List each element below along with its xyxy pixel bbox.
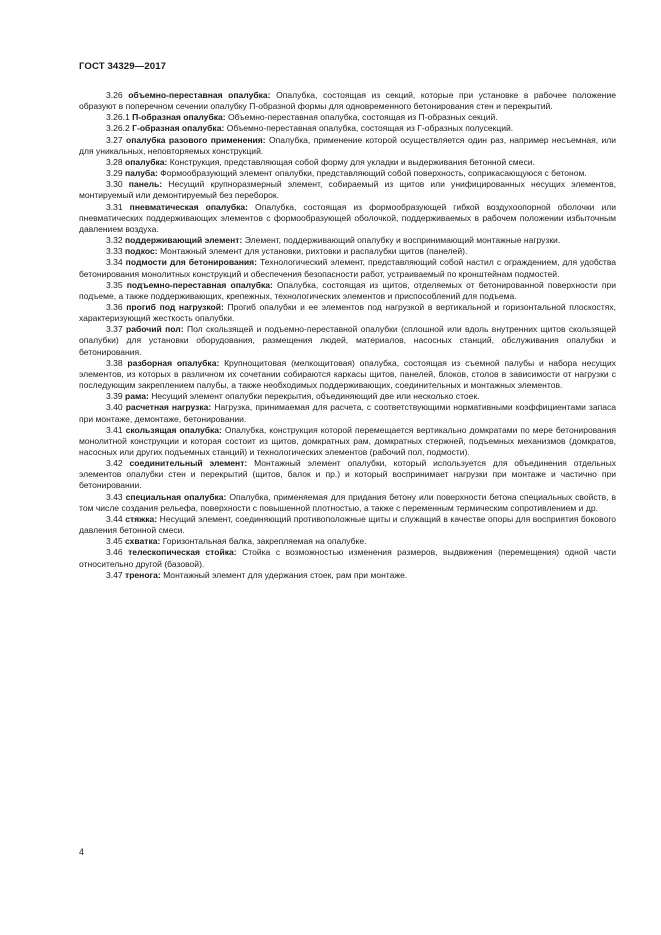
- item-number: 3.34: [106, 257, 123, 268]
- item-definition: Монтажный элемент для удержания стоек, рам при монтаже.: [163, 569, 408, 580]
- item-term: пневматическая опалубка:: [129, 201, 249, 212]
- item-definition: Нагрузка, принимаемая для расчета, с соответствующими нормативными коэффициентами запаса при монтаже, демонтаже, бетонировании.: [79, 402, 616, 424]
- definition-item: [79, 179, 616, 201]
- definition-item: [79, 135, 616, 157]
- item-definition: Опалубка, состоящая из секций, которые при установке в рабочее положение образуют в поперечном сечении опалубку П-образной формы для одновременного бетонирования стен и перекрытий.: [79, 90, 617, 112]
- item-term: П-образная опалубка:: [132, 112, 226, 123]
- item-number: 3.47: [106, 569, 123, 580]
- item-term: Г-образная опалубка:: [132, 123, 225, 134]
- definition-item: [79, 514, 616, 536]
- item-number: 3.40: [106, 402, 123, 413]
- item-definition: Стойка с возможностью изменения размеров, выдвижения (перемещения) одной части относительно другой (базовой).: [79, 547, 617, 569]
- item-number: 3.35: [106, 279, 123, 290]
- item-definition: Опалубка, состоящая из формообразующей гибкой воздухоопорной оболочки или пневматических поддерживающих элементов с формообразующей оболочкой, поддерживаемых в рабочем положении избыточным давлением воздуха.: [79, 201, 616, 234]
- item-number: 3.45: [106, 536, 123, 547]
- item-term: тренога:: [125, 569, 161, 580]
- definition-item: [79, 90, 616, 112]
- item-definition: Горизонтальная балка, закрепляемая на опалубке.: [162, 536, 367, 547]
- item-term: поддерживающий элемент:: [125, 235, 243, 246]
- item-number: 3.37: [106, 324, 123, 335]
- item-number: 3.39: [106, 391, 123, 402]
- definition-item: [79, 157, 616, 168]
- definition-item: [79, 458, 616, 491]
- item-definition: Конструкция, представляющая собой форму для укладки и выдерживания бетонной смеси.: [169, 156, 535, 167]
- item-number: 3.41: [106, 424, 123, 435]
- item-definition: Объемно-переставная опалубка, состоящая из Г-образных полусекций.: [226, 123, 514, 134]
- item-term: телескопическая стойка:: [128, 547, 237, 558]
- item-number: 3.31: [106, 201, 123, 212]
- item-definition: Монтажный элемент для установки, рихтовки и распалубки щитов (панелей).: [159, 246, 468, 257]
- item-number: 3.44: [106, 513, 123, 524]
- item-definition: Прогиб опалубки и ее элементов под нагрузкой в вертикальной и горизонтальной плоскостях, характеризующий жесткость опалубки.: [79, 301, 617, 324]
- definition-item: [79, 246, 616, 257]
- item-definition: Объемно-переставная опалубка, состоящая из П-образных секций.: [227, 112, 498, 123]
- item-term: опалубка:: [125, 156, 168, 167]
- definition-item: [79, 492, 616, 514]
- item-term: подкос:: [125, 246, 158, 257]
- item-term: скользящая опалубка:: [125, 424, 222, 435]
- definition-item: [79, 547, 616, 569]
- definition-item: [79, 168, 616, 179]
- item-term: расчетная нагрузка:: [125, 402, 212, 413]
- definition-item: [79, 425, 616, 458]
- item-number: 3.36: [106, 301, 123, 312]
- item-term: палуба:: [125, 168, 158, 179]
- item-definition: Пол скользящей и подъемно-переставной опалубки (сплошной или вдоль внутренних щитов скользящей опалубки) для установки оборудования, размещения людей, материалов, насосных станций, обслуживания опалубки и бетонирования.: [79, 324, 617, 357]
- item-number: 3.26: [106, 90, 123, 100]
- definition-item: [79, 202, 616, 235]
- item-term: схватка:: [125, 536, 161, 547]
- item-definition: Монтажный элемент опалубки, который используется для объединения отдельных элементов опалубки стен и перекрытий (щитов, балок и пр.) и который воспринимает нагрузки при монтаже и частично при бетонировании.: [79, 458, 617, 491]
- item-definition: Несущий крупноразмерный элемент, собираемый из щитов или унифицированных несущих элементов, монтируемый или демонтируемый без переборок.: [79, 179, 616, 201]
- item-definition: Несущий элемент, соединяющий противоположные щиты и служащий в качестве опоры для восприятия бокового давления бетонной смеси.: [79, 513, 617, 536]
- item-number: 3.29: [106, 168, 123, 179]
- item-term: стяжка:: [125, 513, 158, 524]
- item-number: 3.28: [106, 156, 123, 167]
- definition-item: [79, 324, 616, 357]
- item-definition: Формообразующий элемент опалубки, представляющий собой поверхность, соприкасающуюся с бетоном.: [160, 168, 587, 179]
- item-number: 3.43: [106, 491, 123, 502]
- definition-item: [79, 570, 616, 581]
- item-term: рабочий пол:: [126, 324, 184, 335]
- definition-item: [79, 257, 616, 279]
- item-number: 3.33: [106, 246, 123, 257]
- item-definition: Элемент, поддерживающий опалубку и воспринимающий монтажные нагрузки.: [244, 235, 561, 246]
- definition-item: [79, 235, 616, 246]
- page-number: 4: [79, 847, 85, 857]
- item-number: 3.32: [106, 235, 123, 246]
- definition-item: [79, 302, 616, 324]
- document-header: ГОСТ 34329—2017: [79, 61, 167, 72]
- item-number: 3.27: [106, 134, 123, 145]
- definition-item: [79, 358, 616, 391]
- item-term: рама:: [125, 391, 149, 402]
- item-term: специальная опалубка:: [125, 491, 227, 502]
- item-definition: Опалубка, применяемая для придания бетону или поверхности бетона специальных свойств, в том числе создания рельефа, поверхности с повышенной плотностью, а также с переменным термическим сопротивлением и др.: [79, 491, 616, 513]
- item-term: объемно-переставная опалубка:: [128, 90, 271, 100]
- definition-item: [79, 402, 616, 424]
- item-term: панель:: [128, 179, 163, 190]
- definition-item: [79, 112, 616, 123]
- item-number: 3.46: [106, 547, 123, 558]
- item-term: разборная опалубка:: [127, 357, 220, 368]
- item-definition: Опалубка, состоящая из щитов, отделяемых от бетонированной поверхности при подъеме, а также поддерживающих, крепежных, технологических элементов и приспособлений для подъема.: [79, 279, 617, 301]
- item-definition: Несущий элемент опалубки перекрытия, объединяющий две или несколько стоек.: [151, 391, 480, 402]
- item-term: опалубка разового применения:: [126, 134, 266, 145]
- item-term: соединительный элемент:: [129, 458, 248, 469]
- item-number: 3.42: [106, 458, 123, 469]
- item-definition: Крупнощитовая (мелкощитовая) опалубка, состоящая из съемной палубы и набора несущих элементов, из которых в различном их сочетании собираются каркасы щитов, панелей, блоков, столов в зависимости от нагрузки с последующим закреплением палубы, а также необходимых поддерживающих, соединительных и монтажных элементов.: [79, 357, 616, 391]
- definition-item: [79, 280, 616, 302]
- item-term: прогиб под нагрузкой:: [126, 301, 224, 312]
- item-number: 3.26.1: [106, 112, 130, 123]
- item-definition: Опалубка, применение которой осуществляется один раз, например несъемная, или для уникальных, неповторяемых конструкций.: [79, 134, 616, 156]
- item-term: подъемно-переставная опалубка:: [126, 279, 273, 290]
- definition-item: [79, 391, 616, 402]
- definition-item: [79, 536, 616, 547]
- item-definition: Опалубка, конструкция которой перемещается вертикально домкратами по мере бетонирования монолитной конструкции и которая состоит из щитов, домкратных рам, домкратных стержней, подъемных механизмов (домкратов, насосных или других подъемных станций) и технологических элементов (рабочий пол, подмости).: [79, 424, 617, 457]
- item-definition: Технологический элемент, представляющий собой настил с ограждением, для удобства бетонирования монолитных конструкций и обеспечения безопасности работ, устраиваемый по кронштейнам подмостей.: [79, 257, 617, 279]
- item-term: подмости для бетонирования:: [125, 257, 257, 268]
- definitions-list: [79, 90, 616, 581]
- definition-item: [79, 123, 616, 134]
- item-number: 3.30: [106, 179, 123, 190]
- item-number: 3.26.2: [106, 123, 130, 134]
- item-number: 3.38: [106, 357, 123, 368]
